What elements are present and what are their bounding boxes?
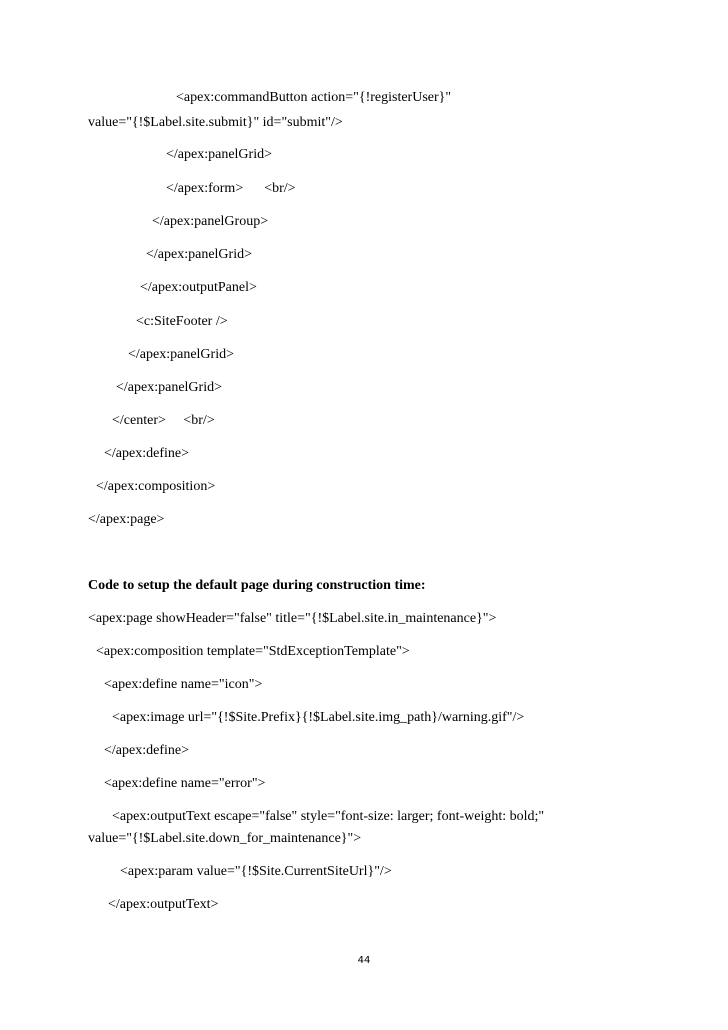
code-line: </apex:panelGroup> — [152, 214, 269, 229]
code-line: value="{!$Label.site.submit}" id="submit"/> — [88, 115, 343, 130]
code-line: <apex:commandButton action="{!registerUser}" — [176, 90, 452, 105]
code-line: <apex:outputText escape="false" style="font-size: larger; font-weight: bold;" — [112, 809, 545, 824]
section-heading: Code to setup the default page during construction time: — [88, 578, 426, 593]
code-line: <apex:define name="error"> — [104, 776, 266, 791]
code-line: <apex:composition template="StdExceptionTemplate"> — [96, 644, 410, 659]
code-line: </center> <br/> — [112, 413, 215, 428]
code-line: </apex:define> — [104, 743, 189, 758]
code-line: </apex:define> — [104, 446, 189, 461]
code-line: <apex:page showHeader="false" title="{!$Label.site.in_maintenance}"> — [88, 611, 497, 626]
code-line: <apex:image url="{!$Site.Prefix}{!$Label.site.img_path}/warning.gif"/> — [112, 710, 525, 725]
code-line: </apex:panelGrid> — [166, 147, 272, 162]
code-line: </apex:panelGrid> — [128, 347, 234, 362]
code-line: </apex:panelGrid> — [116, 380, 222, 395]
code-line: </apex:outputPanel> — [140, 280, 257, 295]
code-line: </apex:form> <br/> — [166, 181, 296, 196]
code-line: <apex:define name="icon"> — [104, 677, 263, 692]
code-line: </apex:page> — [88, 512, 165, 527]
code-line: value="{!$Label.site.down_for_maintenance}"> — [88, 831, 362, 846]
code-line: </apex:panelGrid> — [146, 247, 252, 262]
page-number: 44 — [357, 955, 371, 966]
code-line: </apex:composition> — [96, 479, 216, 494]
code-line: <apex:param value="{!$Site.CurrentSiteUrl}"/> — [120, 864, 392, 879]
code-line: <c:SiteFooter /> — [136, 314, 228, 329]
code-line: </apex:outputText> — [108, 897, 219, 912]
